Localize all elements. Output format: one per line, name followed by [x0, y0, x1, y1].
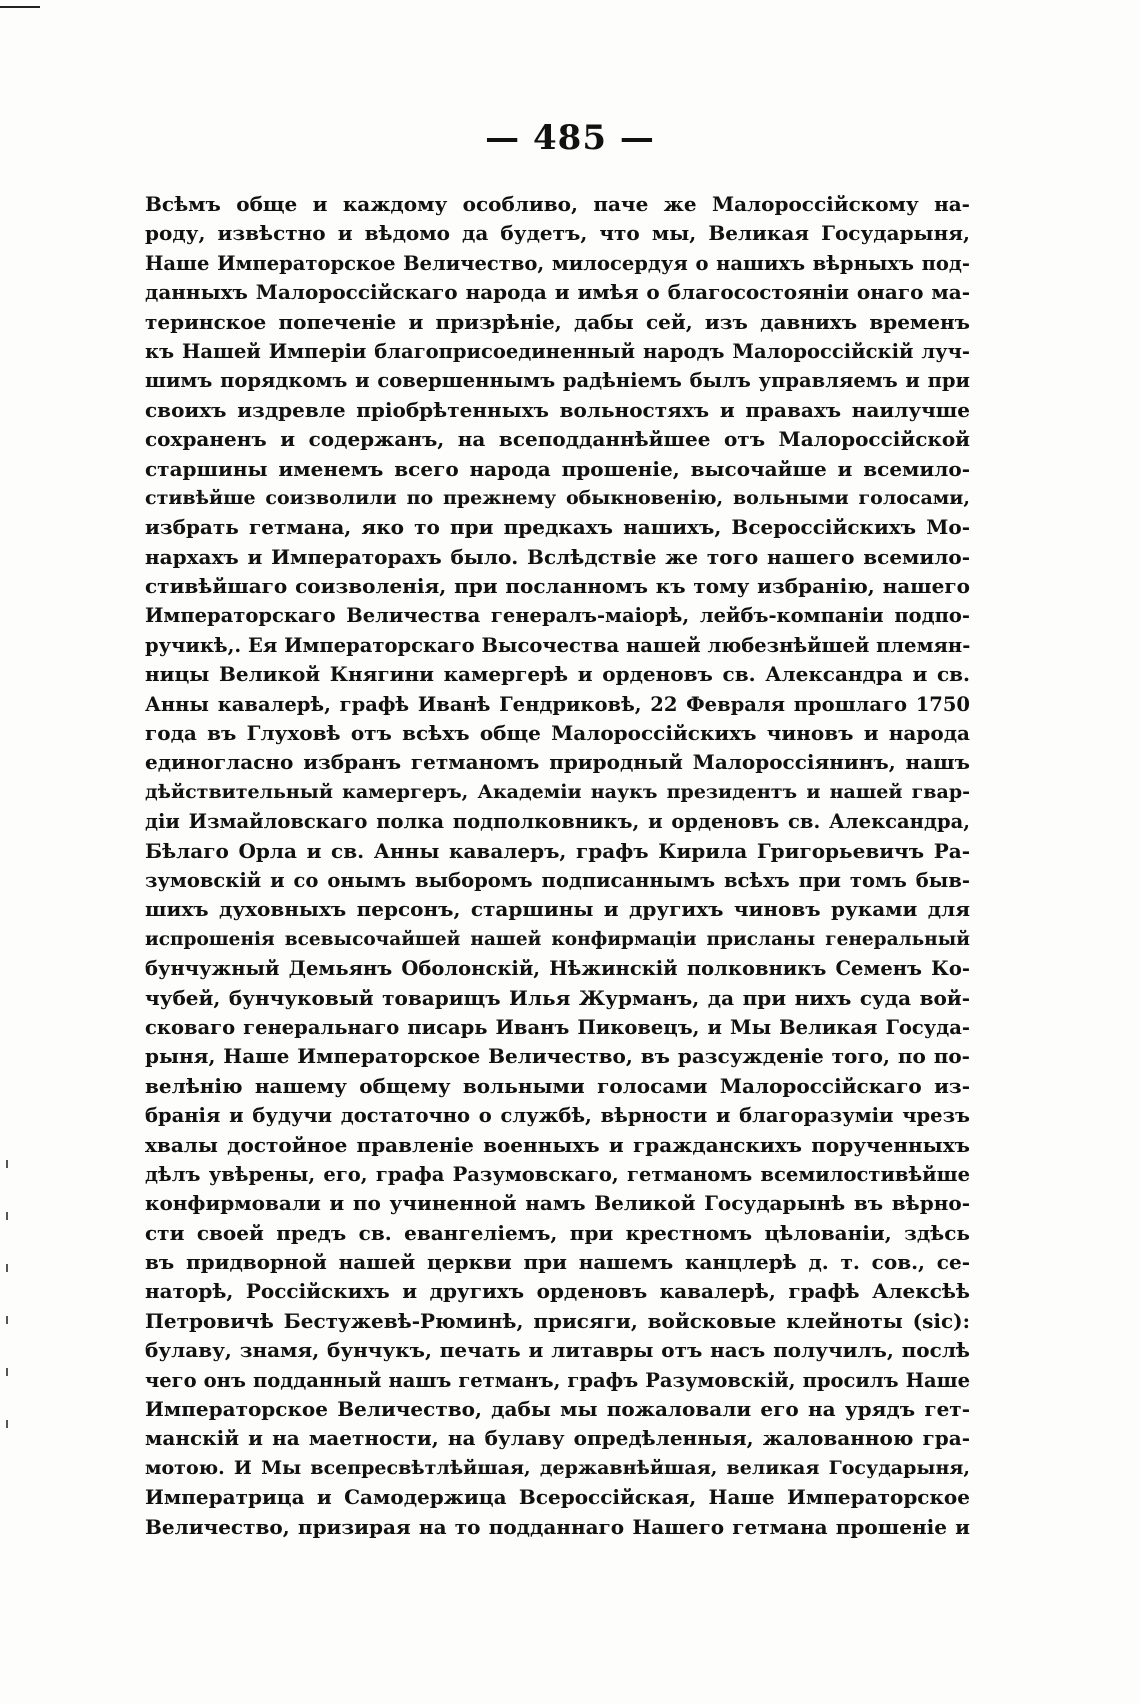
text-line: Всѣмъ обще и каждому особливо, паче же Малороссійскому на- [145, 192, 970, 216]
text-line: шимъ порядкомъ и совершеннымъ радѣніемъ былъ управляемъ и при [145, 369, 970, 393]
text-line: стивѣйше соизволили по прежнему обыкновенію, вольными голосами, [145, 486, 970, 509]
page-number: — 485 — [485, 118, 655, 158]
text-line: ницы Великой Княгини камергерѣ и орденовъ св. Александра и св. [145, 662, 970, 687]
text-line: нархахъ и Императорахъ было. Вслѣдствіе же того нашего всемило- [145, 544, 970, 569]
text-line: мотою. И Мы всепресвѣтлѣйшая, державнѣйшая, великая Государыня, [145, 1456, 970, 1479]
text-line: ручикѣ,. Ея Императорскаго Высочества нашей любезнѣйшей племян- [145, 633, 970, 657]
text-line: дѣйствительный камергеръ, Академіи наукъ президентъ и нашей гвар- [145, 780, 970, 803]
text-line: сти своей предъ св. евангеліемъ, при крестномъ цѣлованіи, здѣсь [145, 1220, 970, 1245]
text-line: Бѣлаго Орла и св. Анны кавалеръ, графъ Кирила Григорьевичъ Ра- [145, 838, 970, 863]
text-line: велѣнію нашему общему вольными голосами Малороссійскаго из- [145, 1073, 970, 1098]
text-line: данныхъ Малороссійскаго народа и имѣя о благосостояніи онаго ма- [145, 280, 970, 305]
text-line: шихъ духовныхъ персонъ, старшины и другихъ чиновъ руками для [145, 897, 970, 922]
text-line: Императорскаго Величества генералъ-маіорѣ, лейбъ-компаніи подпо- [145, 604, 970, 628]
text-line: избрать гетмана, яко то при предкахъ нашихъ, Всероссійскихъ Мо- [145, 515, 970, 540]
text-line: Анны кавалерѣ, графѣ Иванѣ Гендриковѣ, 22 Февраля прошлаго 1750 [145, 692, 970, 716]
text-line: діи Измайловскаго полка подполковникъ, и орденовъ св. Александра, [145, 810, 970, 834]
text-line: Наше Императорское Величество, милосердуя о нашихъ вѣрныхъ под- [145, 251, 970, 275]
text-line: старшины именемъ всего народа прошеніе, высочайше и всемило- [145, 456, 970, 481]
text-line: единогласно избранъ гетманомъ природный Малороссіянинъ, нашъ [145, 750, 970, 775]
text-line: теринское попеченіе и призрѣніе, дабы сей, изъ давнихъ временъ [145, 309, 970, 334]
margin-speck [6, 1316, 8, 1324]
text-line: испрошенія всевысочайшей нашей конфирмаціи присланы генеральный [145, 928, 970, 950]
text-line: въ придворной нашей церкви при нашемъ канцлерѣ д. т. сов., се- [145, 1250, 970, 1275]
text-line: булаву, знамя, бунчукъ, печать и литавры отъ насъ получилъ, послѣ [145, 1338, 970, 1363]
text-line: къ Нашей Имперіи благоприсоединенный народъ Малороссійскій луч- [145, 339, 970, 363]
text-line: бранія и будучи достаточно о службѣ, вѣрности и благоразуміи чрезъ [145, 1104, 970, 1128]
text-line: своихъ издревле пріобрѣтенныхъ вольностяхъ и правахъ наилучше [145, 397, 970, 422]
text-line: Величество, призирая на то подданнаго Нашего гетмана прошеніе и [145, 1514, 970, 1539]
body-text [145, 190, 970, 1542]
text-line: сковаго генеральнаго писарь Иванъ Пиковецъ, и Мы Великая Госуда- [145, 1015, 970, 1039]
corner-rule [0, 6, 40, 8]
margin-speck [6, 1420, 8, 1428]
margin-speck [6, 1160, 8, 1168]
text-line: наторѣ, Россійскихъ и другихъ орденовъ кавалерѣ, графѣ Алексѣѣ [145, 1279, 970, 1304]
text-line: конфирмовали и по учиненной намъ Великой Государынѣ въ вѣрно- [145, 1191, 970, 1216]
text-line: сохраненъ и содержанъ, на всеподданнѣйшее отъ Малороссійской [145, 427, 970, 452]
text-line: хвалы достойное правленіе военныхъ и гражданскихъ порученныхъ [145, 1132, 970, 1157]
margin-speck [6, 1212, 8, 1220]
text-line: года въ Глуховѣ отъ всѣхъ обще Малороссійскихъ чиновъ и народа [145, 721, 970, 746]
text-line: роду, извѣстно и вѣдомо да будетъ, что мы, Великая Государыня, [145, 221, 970, 246]
text-line: рыня, Наше Императорское Величество, въ разсужденіе того, по по- [145, 1044, 970, 1069]
text-line: дѣлъ увѣрены, его, графа Разумовскаго, гетманомъ всемилостивѣйше [145, 1162, 970, 1186]
margin-speck [6, 1264, 8, 1272]
margin-speck [6, 1368, 8, 1376]
text-line: чубей, бунчуковый товарищъ Илья Журманъ, да при нихъ суда вой- [145, 985, 970, 1010]
text-line: бунчужный Демьянъ Оболонскій, Нѣжинскій полковникъ Семенъ Ко- [145, 957, 970, 981]
text-line: чего онъ подданный нашъ гетманъ, графъ Разумовскій, просилъ Наше [145, 1368, 970, 1392]
text-line: манскій и на маетности, на булаву опредѣленныя, жалованною гра- [145, 1426, 970, 1451]
text-line: Императрица и Самодержица Всероссійская, Наше Императорское [145, 1485, 970, 1510]
text-line: стивѣйшаго соизволенія, при посланномъ къ тому избранію, нашего [145, 574, 970, 599]
text-line: Императорское Величество, дабы мы пожаловали его на урядъ гет- [145, 1397, 970, 1422]
text-line: зумовскій и со онымъ выборомъ подписаннымъ всѣхъ при томъ быв- [145, 868, 970, 892]
text-line: Петровичѣ Бестужевѣ-Рюминѣ, присяги, войсковые клейноты (sic): [145, 1308, 970, 1333]
margin-specks [6, 1160, 12, 1580]
